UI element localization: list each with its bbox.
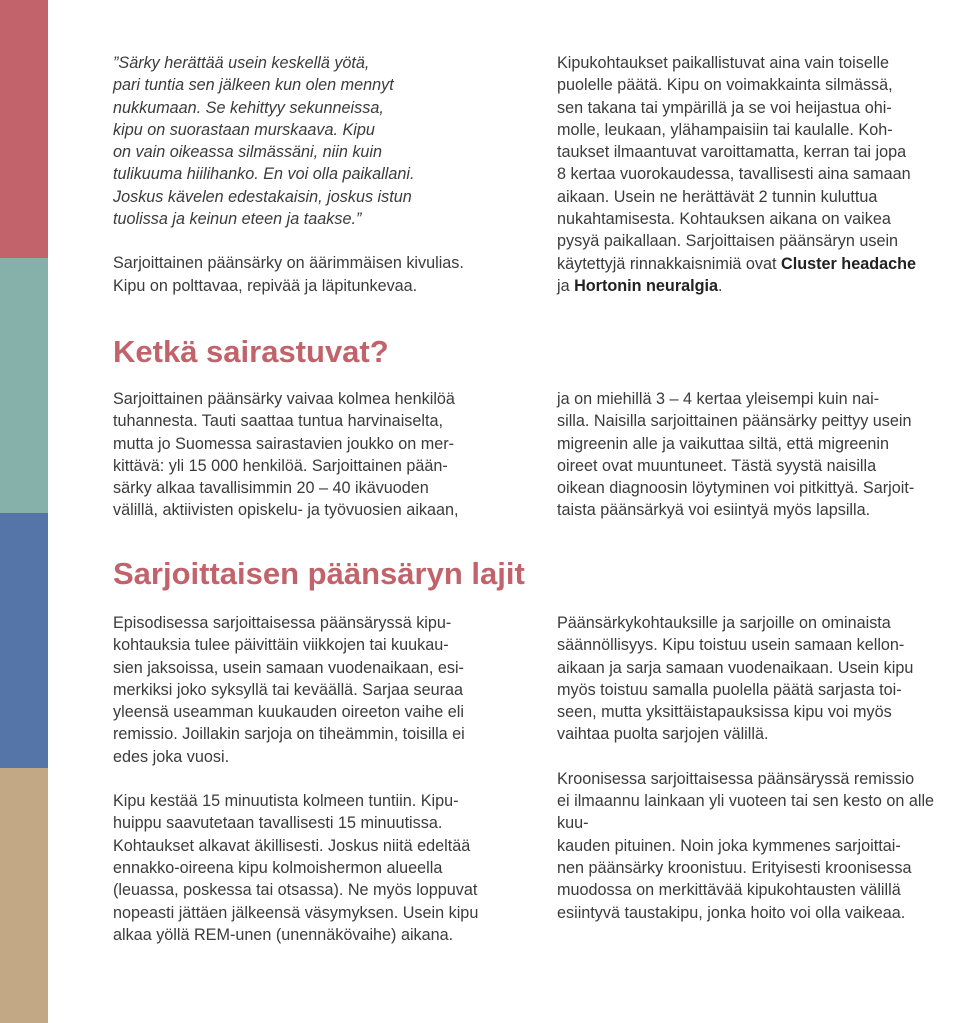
- section2-right-paragraph-1: Päänsärkykohtauksille ja sarjoille on ominaista säännöllisyys. Kipu toistuu usein samaan kellon- aikaan ja sarja samaan vuodenaikaan. Usein kipu myös toistuu samalla puolella päätä sarjasta toi- seen, mutta yksittäistapauksissa kipu voi myös vaihtaa puolta sarjojen välillä.: [557, 614, 914, 744]
- section2-right-paragraph-2: Kroonisessa sarjoittaisessa päänsäryssä remissio ei ilmaannu lainkaan yli vuoteen tai sen kesto on alle kuu- kauden pituinen. Noin joka kymmenes sarjoittai- nen päänsärky kroonistuu. Erityisesti kroonisessa muodossa on merkittävää kipukohtausten välillä esiintyvä taustakipu, jonka hoito voi olla vaikeaa.: [557, 769, 935, 922]
- section-heading-types: Sarjoittaisen päänsäryn lajit: [113, 556, 525, 591]
- intro-right-body: Kipukohtaukset paikallistuvat aina vain toiselle puolelle päätä. Kipu on voimakkainta silmässä, sen takana tai ympärillä ja se voi heijastua ohi- molle, leukaan, ylähampaisiin tai kaulalle. Koh- taukset ilmaantuvat varoittamatta, kerran tai jopa 8 kertaa vuorokaudessa, tavallisesti aina samaan aikaan. Usein ne herättävät 2 tunnin kuluttua nukahtamisesta. Kohtauksen aikana on vaikea pysyä paikallaan. Sarjoittaisen päänsäryn usein käytettyjä rinnakkaisnimiä ovat: [557, 54, 911, 273]
- term-hortonin-neuralgia: Hortonin neuralgia: [574, 276, 719, 295]
- color-stripe-blue: [0, 513, 48, 768]
- intro-right-end: .: [718, 276, 723, 295]
- section2-right-column: [557, 612, 957, 924]
- section2-left-paragraph-2: Kipu kestää 15 minuutista kolmeen tuntiin. Kipu- huippu saavutetaan tavallisesti 15 minuutissa. Kohtaukset alkavat äkillisesti. Joskus niitä edeltää ennakko-oireena kipu kolmoishermon alueella (leuassa, poskessa tai otsassa). Ne myös loppuvat nopeasti jättäen jälkeensä väsymyksen. Usein kipu alkaa yöllä REM-unen (unennäkövaihe) aikana.: [113, 792, 479, 944]
- section1-right-column: [557, 388, 957, 522]
- section1-left-text: Sarjoittainen päänsärky vaivaa kolmea henkilöä tuhannesta. Tauti saattaa tuntua harvinaiselta, mutta jo Suomessa sairastavien joukko on mer- kittävä: yli 15 000 henkilöä. Sarjoittainen pään- särky alkaa tavallisimmin 20 – 40 ikävuoden välillä, aktiivisten opiskelu- ja työvuosien aikaan,: [113, 390, 459, 520]
- section-heading-who: Ketkä sairastuvat?: [113, 334, 389, 369]
- section2-left-paragraph-1: Episodisessa sarjoittaisessa päänsäryssä kipu- kohtauksia tulee päivittäin viikkojen tai kuukau- sien jaksoissa, usein samaan vuodenaikaan, esi- merkiksi joko syksyllä tai keväällä. Sarjaa seuraa yleensä useamman kuukauden oireeton vaihe eli remissio. Joillakin sarjoja on tiheämmin, toisilla ei edes joka vuosi.: [113, 614, 465, 766]
- color-stripe-tan: [0, 768, 48, 1023]
- intro-right-column: [557, 52, 957, 297]
- patient-quote: ”Särky herättää usein keskellä yötä, pari tuntia sen jälkeen kun olen mennyt nukkumaan. Se kehittyy sekunneissa, kipu on suorastaan murskaava. Kipu on vain oikeassa silmässäni, niin kuin tulikuuma hiilihanko. En voi olla paikallani. Joskus kävelen edestakaisin, joskus istun tuolissa ja keinun eteen ja taakse.”: [113, 54, 415, 229]
- section1-left-column: [113, 388, 533, 522]
- color-stripe-teal: [0, 258, 48, 513]
- intro-summary: Sarjoittainen päänsärky on äärimmäisen kivulias. Kipu on polttavaa, repivää ja läpitunkevaa.: [113, 254, 464, 295]
- intro-right-text: [557, 52, 957, 297]
- intro-left-column: [113, 52, 533, 297]
- intro-right-conj: ja: [557, 276, 570, 295]
- term-cluster-headache: Cluster headache: [781, 254, 916, 273]
- section1-right-text: ja on miehillä 3 – 4 kertaa yleisempi kuin nai- silla. Naisilla sarjoittainen päänsärky peittyy usein migreenin alle ja vaikuttaa siltä, että migreenin oireet ovat muuntuneet. Tästä syystä naisilla oikean diagnoosin löytyminen voi pitkittyä. Sarjoit- taista päänsärkyä voi esiintyä myös lapsilla.: [557, 390, 915, 520]
- color-stripe-red: [0, 0, 48, 258]
- section2-left-column: [113, 612, 533, 946]
